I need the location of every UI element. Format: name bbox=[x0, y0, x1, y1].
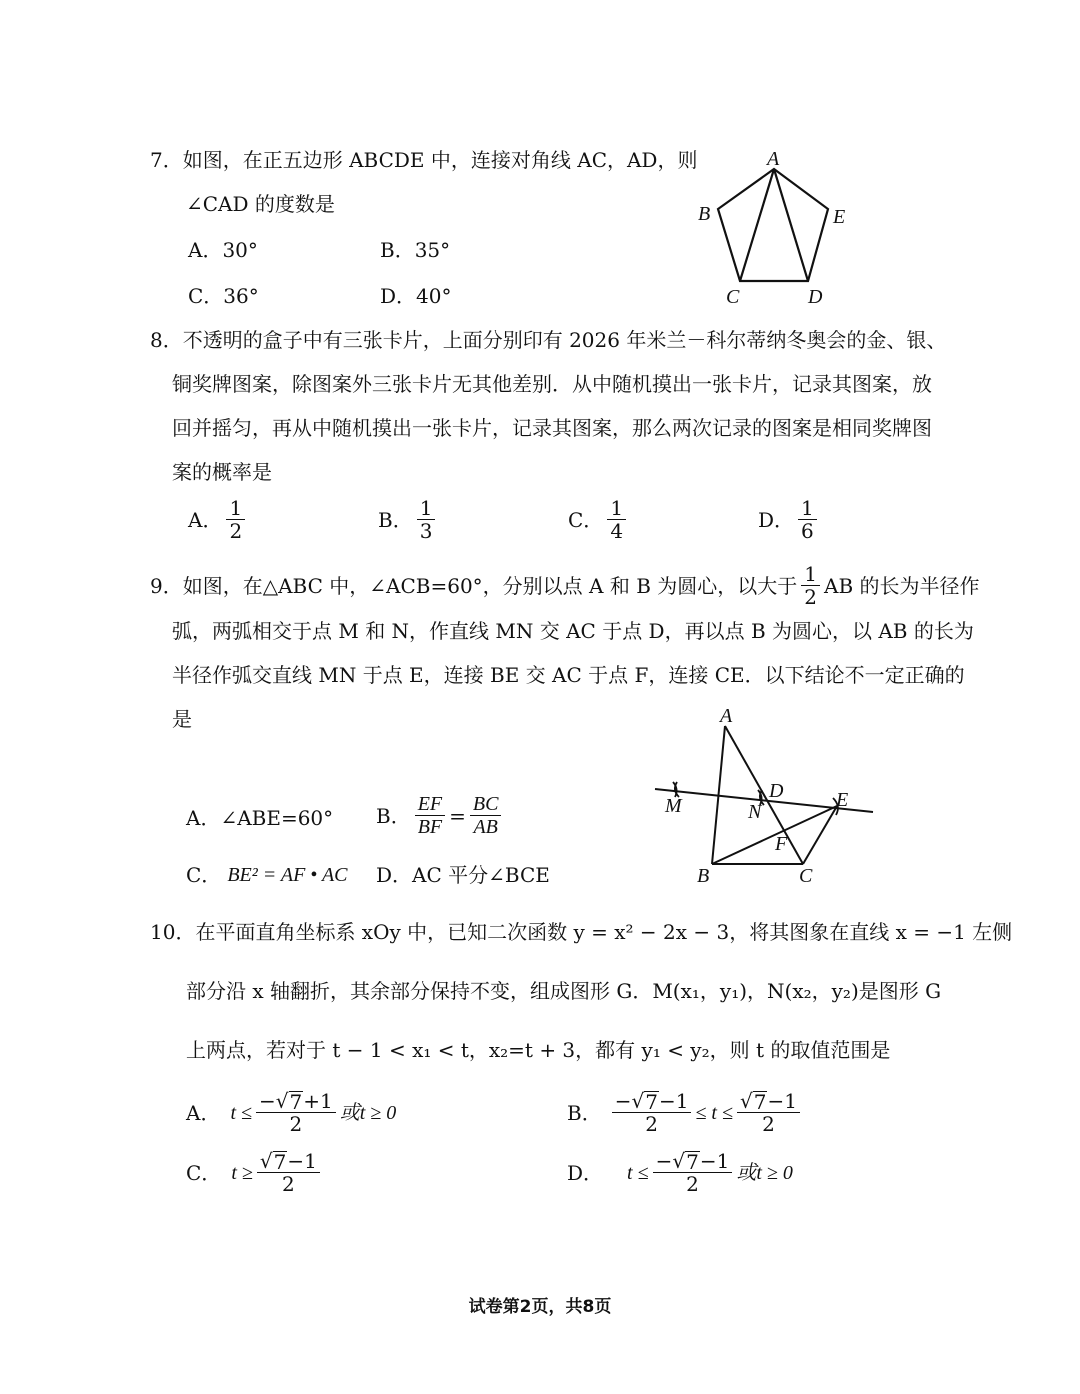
pentagon-figure bbox=[690, 145, 860, 310]
q10-option-b-den-2: 2 bbox=[762, 1112, 775, 1136]
q8-option-d-letter: D． bbox=[758, 507, 795, 532]
q9-option-b-equals: = bbox=[449, 803, 466, 828]
q10-line-3: 上两点，若对于 t − 1 < x₁ < t，x₂=t + 3，都有 y₁ < y₂，则 t 的取值范围是 bbox=[186, 1038, 891, 1062]
q8-option-b-num: 1 bbox=[417, 497, 436, 520]
q8-option-b-letter: B． bbox=[378, 507, 413, 532]
q10-option-b-sqrt-1 bbox=[631, 1090, 658, 1112]
triangle-label-n: N bbox=[748, 801, 762, 823]
pentagon-label-c: C bbox=[726, 286, 740, 308]
q10-option-b-minus: − bbox=[614, 1089, 632, 1113]
q7-option-b: B．35° bbox=[380, 238, 451, 262]
triangle-label-e: E bbox=[836, 789, 849, 811]
q10-option-a-radicand: 7 bbox=[289, 1090, 303, 1114]
q9-option-b-letter: B． bbox=[376, 803, 411, 828]
q9-option-c bbox=[186, 861, 348, 889]
q9-option-b-frac-2 bbox=[470, 793, 502, 838]
q10-option-b-fraction-1 bbox=[612, 1090, 692, 1135]
q10-option-d-post: 或t ≥ 0 bbox=[736, 1161, 793, 1184]
q10-option-b-den-1: 2 bbox=[645, 1112, 658, 1136]
q7-option-d: D．40° bbox=[380, 284, 452, 308]
q10-option-d-radicand: 7 bbox=[686, 1150, 699, 1174]
q9-half-num: 1 bbox=[801, 563, 820, 586]
q10-option-b-radicand-2: 7 bbox=[753, 1090, 767, 1114]
q10-option-a-sqrt bbox=[276, 1090, 303, 1112]
q10-option-d-minus: − bbox=[655, 1149, 673, 1173]
q10-option-c-pre: t ≥ bbox=[231, 1161, 253, 1184]
q8-line-1: 8．不透明的盒子中有三张卡片，上面分别印有 2026 年米兰－科尔蒂纳冬奥会的金、银、 bbox=[150, 328, 947, 352]
triangle-label-d: D bbox=[769, 780, 784, 802]
q10-line-1: 10．在平面直角坐标系 xOy 中，已知二次函数 y = x² − 2x − 3，将其图象在直线 x = −1 左侧 bbox=[150, 920, 1013, 944]
q10-option-a-fraction bbox=[256, 1090, 336, 1135]
q10-option-b-letter: B． bbox=[567, 1100, 602, 1125]
sqrt-icon: √ bbox=[672, 1149, 686, 1173]
pentagon-label-e: E bbox=[833, 206, 846, 228]
q8-option-d-den: 6 bbox=[801, 519, 814, 543]
q10-option-c bbox=[186, 1150, 324, 1195]
q10-option-d-num-tail: −1 bbox=[699, 1149, 730, 1173]
q10-line-2: 部分沿 x 轴翻折，其余部分保持不变，组成图形 G．M(x₁，y₁)，N(x₂，y₂)是图形 G bbox=[186, 979, 942, 1003]
q9-option-b-num-2: BC bbox=[470, 793, 502, 816]
q9-option-b-num-1: EF bbox=[415, 793, 445, 816]
page-footer: 试卷第2页，共8页 bbox=[468, 1297, 612, 1317]
q9-line-2: 弧，两弧相交于点 M 和 N，作直线 MN 交 AC 于点 D，再以点 B 为圆心，以 AB 的长为 bbox=[172, 619, 974, 643]
sqrt-icon: √ bbox=[631, 1089, 645, 1113]
q8-line-2: 铜奖牌图案，除图案外三张卡片无其他差别．从中随机摸出一张卡片，记录其图案，放 bbox=[172, 372, 932, 396]
q10-option-c-numerator bbox=[257, 1150, 320, 1173]
q10-option-d-fraction bbox=[653, 1150, 733, 1195]
q9-option-c-text: BE² = AF • AC bbox=[227, 864, 348, 886]
pentagon-label-a: A bbox=[767, 148, 780, 170]
q10-option-a-pre: t ≤ bbox=[230, 1101, 252, 1124]
q10-option-b-radicand-1: 7 bbox=[645, 1090, 658, 1114]
sqrt-icon: √ bbox=[275, 1089, 289, 1113]
q10-option-d-numerator bbox=[653, 1150, 733, 1173]
q7-line-2: ∠CAD 的度数是 bbox=[186, 192, 335, 216]
q9-line-1-end: AB 的长为半径作 bbox=[824, 573, 980, 598]
triangle-label-m: M bbox=[665, 795, 682, 817]
q8-option-c-num: 1 bbox=[607, 497, 626, 520]
q8-line-3: 回并摇匀，再从中随机摸出一张卡片，记录其图案，那么两次记录的图案是相同奖牌图 bbox=[172, 416, 932, 440]
triangle-figure bbox=[645, 700, 885, 895]
q9-option-b-den-2: AB bbox=[473, 816, 498, 838]
q7-option-c: C．36° bbox=[188, 284, 259, 308]
q10-option-d-letter: D． bbox=[567, 1160, 604, 1185]
q9-line-1-start: 9．如图，在△ABC 中，∠ACB=60°，分别以点 A 和 B 为圆心，以大于 bbox=[150, 573, 798, 598]
q10-option-d-den: 2 bbox=[686, 1172, 699, 1196]
q8-line-4: 案的概率是 bbox=[172, 460, 272, 484]
q9-option-b-frac-1 bbox=[415, 793, 445, 838]
sqrt-icon: √ bbox=[259, 1149, 273, 1173]
q9-half-den: 2 bbox=[804, 585, 817, 609]
q10-option-b-num-tail-1: −1 bbox=[658, 1089, 689, 1113]
q10-option-d-sqrt bbox=[672, 1150, 699, 1172]
pentagon-label-d: D bbox=[808, 286, 823, 308]
q8-option-a-fraction bbox=[226, 497, 245, 542]
q10-option-d-pre: t ≤ bbox=[627, 1161, 649, 1184]
q10-option-b-numerator-2 bbox=[737, 1090, 800, 1113]
q10-option-c-radicand: 7 bbox=[273, 1150, 287, 1174]
side-ac bbox=[725, 726, 803, 864]
q8-option-c bbox=[568, 497, 630, 542]
q9-option-b-den-1: BF bbox=[417, 816, 443, 838]
triangle-label-a: A bbox=[720, 705, 733, 727]
q8-option-c-letter: C． bbox=[568, 507, 604, 532]
q8-option-c-den: 4 bbox=[610, 519, 624, 543]
q10-option-a bbox=[186, 1090, 396, 1135]
q8-option-a bbox=[188, 497, 249, 542]
q10-option-d bbox=[567, 1150, 793, 1195]
q9-line-3: 半径作弧交直线 MN 于点 E，连接 BE 交 AC 于点 F，连接 CE．以下结论不一定正确的 bbox=[172, 663, 965, 687]
q9-option-a: A．∠ABE=60° bbox=[186, 806, 334, 830]
q10-option-a-minus: − bbox=[259, 1089, 276, 1113]
q10-option-a-letter: A． bbox=[186, 1100, 221, 1125]
q8-option-a-letter: A． bbox=[188, 507, 223, 532]
q10-option-b bbox=[567, 1090, 804, 1135]
triangle-label-f: F bbox=[775, 833, 788, 855]
q10-option-b-numerator-1 bbox=[612, 1090, 692, 1113]
q8-option-d-num: 1 bbox=[798, 497, 817, 520]
q9-half-fraction bbox=[801, 563, 820, 608]
q8-option-b-den: 3 bbox=[419, 519, 433, 543]
q9-option-c-letter: C． bbox=[186, 863, 222, 887]
sqrt-icon: √ bbox=[739, 1089, 753, 1113]
q10-option-b-mid: ≤ t ≤ bbox=[695, 1101, 733, 1124]
q10-option-a-num-tail: +1 bbox=[303, 1089, 333, 1113]
q8-option-a-num: 1 bbox=[226, 497, 245, 520]
diagonal-ac bbox=[740, 169, 774, 281]
triangle-label-b: B bbox=[697, 865, 710, 887]
pentagon-shape bbox=[718, 169, 828, 281]
q10-option-c-num-tail: −1 bbox=[287, 1149, 317, 1173]
q10-option-b-fraction-2 bbox=[737, 1090, 800, 1135]
q10-option-a-numerator bbox=[256, 1090, 336, 1113]
q8-option-a-den: 2 bbox=[229, 519, 243, 543]
q9-line-4: 是 bbox=[172, 707, 192, 731]
q8-option-b bbox=[378, 497, 439, 542]
q10-option-c-sqrt bbox=[260, 1150, 287, 1172]
q9-option-d: D．AC 平分∠BCE bbox=[376, 863, 550, 887]
pentagon-label-b: B bbox=[698, 203, 711, 225]
q8-option-b-fraction bbox=[417, 497, 436, 542]
q10-option-b-num-tail-2: −1 bbox=[767, 1089, 797, 1113]
q8-option-d bbox=[758, 497, 821, 542]
q10-option-a-den: 2 bbox=[289, 1112, 303, 1136]
q10-option-c-den: 2 bbox=[281, 1172, 295, 1196]
diagonal-ad bbox=[774, 169, 808, 281]
q7-line-1: 7．如图，在正五边形 ABCDE 中，连接对角线 AC，AD，则 bbox=[150, 148, 698, 172]
q10-option-a-post: 或t ≥ 0 bbox=[339, 1101, 397, 1124]
q8-option-d-fraction bbox=[798, 497, 817, 542]
q9-option-b bbox=[376, 793, 505, 838]
q7-option-a: A．30° bbox=[188, 238, 258, 262]
q10-option-b-sqrt-2 bbox=[740, 1090, 767, 1112]
q10-option-c-letter: C． bbox=[186, 1160, 222, 1185]
q10-option-c-fraction bbox=[257, 1150, 320, 1195]
q8-option-c-fraction bbox=[607, 497, 626, 542]
triangle-label-c: C bbox=[799, 865, 813, 887]
q9-line-1 bbox=[150, 563, 980, 608]
